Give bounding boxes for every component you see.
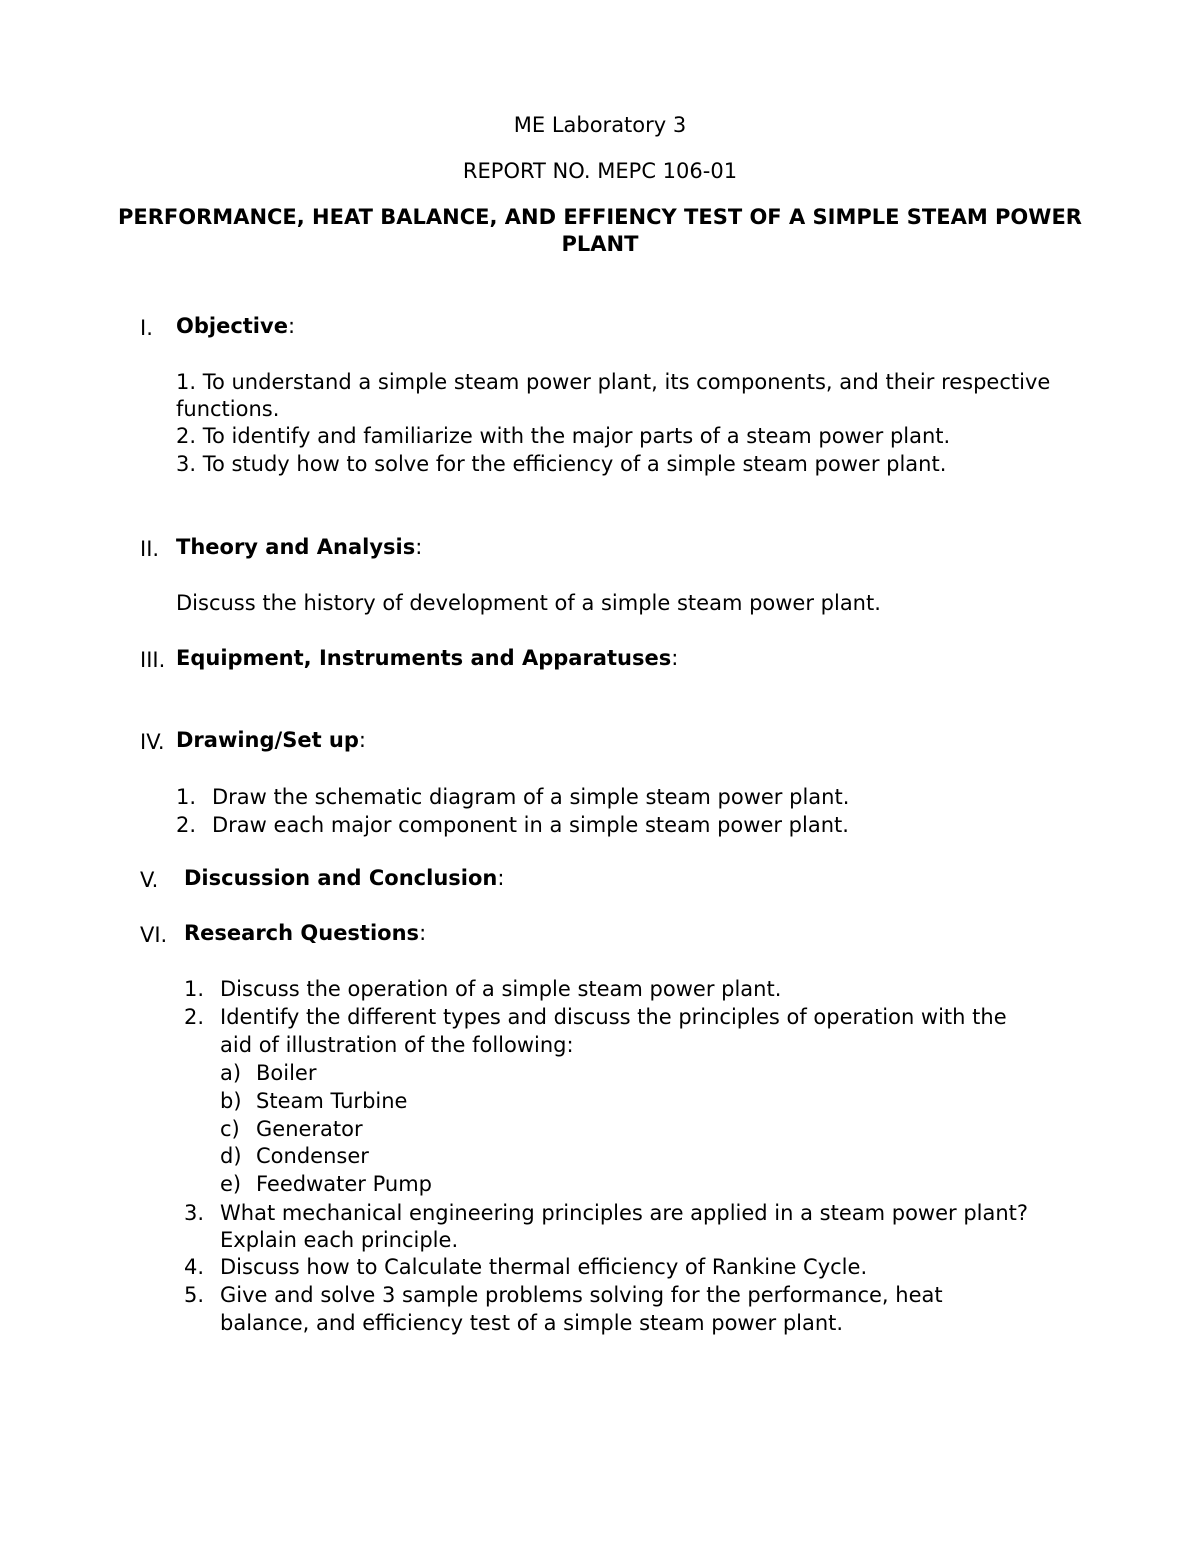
sub-list-item: Generator <box>256 1117 363 1141</box>
section-number: V. <box>140 868 159 892</box>
section-number: IV. <box>140 730 165 754</box>
list-number: 3. <box>184 1201 205 1225</box>
heading-colon: : <box>419 921 427 945</box>
research-question-continuation: Explain each principle. <box>220 1228 459 1252</box>
list-number: 1. <box>184 977 205 1001</box>
list-number: 1. <box>176 785 197 809</box>
research-question-continuation: aid of illustration of the following: <box>220 1033 574 1057</box>
section-number: VI. <box>140 923 168 947</box>
section-heading-discussion <box>184 868 504 889</box>
document-title-line2: PLANT <box>561 232 639 256</box>
sub-list-item: Boiler <box>256 1061 317 1085</box>
section-heading-objective <box>176 316 295 337</box>
document-title-line1: PERFORMANCE, HEAT BALANCE, AND EFFIENCY TEST OF A SIMPLE STEAM POWER <box>118 205 1082 229</box>
section-heading-equipment <box>176 648 678 669</box>
report-number: REPORT NO. MEPC 106-01 <box>462 159 738 183</box>
list-item: Draw each major component in a simple steam power plant. <box>212 813 849 837</box>
objective-item: 3. To study how to solve for the efficiency of a simple steam power plant. <box>176 452 947 476</box>
sub-list-letter: e) <box>220 1172 242 1196</box>
list-number: 4. <box>184 1255 205 1279</box>
list-number: 2. <box>176 813 197 837</box>
sub-list-item: Steam Turbine <box>256 1089 408 1113</box>
section-number: III. <box>140 648 166 672</box>
research-question: What mechanical engineering principles are applied in a steam power plant? <box>220 1201 1029 1225</box>
section-number: I. <box>140 316 153 340</box>
heading-colon: : <box>287 314 296 338</box>
heading-text: Objective <box>176 314 288 338</box>
course-title: ME Laboratory 3 <box>513 113 687 137</box>
sub-list-item: Feedwater Pump <box>256 1172 432 1196</box>
heading-text: Discussion and Conclusion <box>184 866 498 890</box>
heading-text: Drawing/Set up <box>176 728 359 752</box>
objective-item: 1. To understand a simple steam power plant, its components, and their respective <box>176 370 1051 394</box>
heading-text: Research Questions <box>184 921 420 945</box>
objective-item: 2. To identify and familiarize with the major parts of a steam power plant. <box>176 424 951 448</box>
sub-list-letter: b) <box>220 1089 242 1113</box>
sub-list-letter: a) <box>220 1061 242 1085</box>
sub-list-letter: d) <box>220 1144 242 1168</box>
research-question: Identify the different types and discuss the principles of operation with the <box>220 1005 1007 1029</box>
heading-text: Theory and Analysis <box>176 535 416 559</box>
heading-colon: : <box>497 866 505 890</box>
section-number: II. <box>140 537 160 561</box>
section-heading-research <box>184 923 426 944</box>
objective-item-continuation: functions. <box>176 397 280 421</box>
research-question: Discuss the operation of a simple steam power plant. <box>220 977 782 1001</box>
list-item: Draw the schematic diagram of a simple steam power plant. <box>212 785 850 809</box>
research-question: Discuss how to Calculate thermal efficiency of Rankine Cycle. <box>220 1255 868 1279</box>
list-number: 5. <box>184 1283 205 1307</box>
heading-colon: : <box>415 535 423 559</box>
heading-colon: : <box>671 646 679 670</box>
sub-list-item: Condenser <box>256 1144 369 1168</box>
research-question-continuation: balance, and efficiency test of a simple steam power plant. <box>220 1311 844 1335</box>
heading-text: Equipment, Instruments and Apparatuses <box>176 646 672 670</box>
section-heading-theory <box>176 537 422 558</box>
theory-text: Discuss the history of development of a simple steam power plant. <box>176 591 881 615</box>
research-question: Give and solve 3 sample problems solving for the performance, heat <box>220 1283 943 1307</box>
section-heading-drawing <box>176 730 366 751</box>
sub-list-letter: c) <box>220 1117 240 1141</box>
list-number: 2. <box>184 1005 205 1029</box>
heading-colon: : <box>358 728 366 752</box>
